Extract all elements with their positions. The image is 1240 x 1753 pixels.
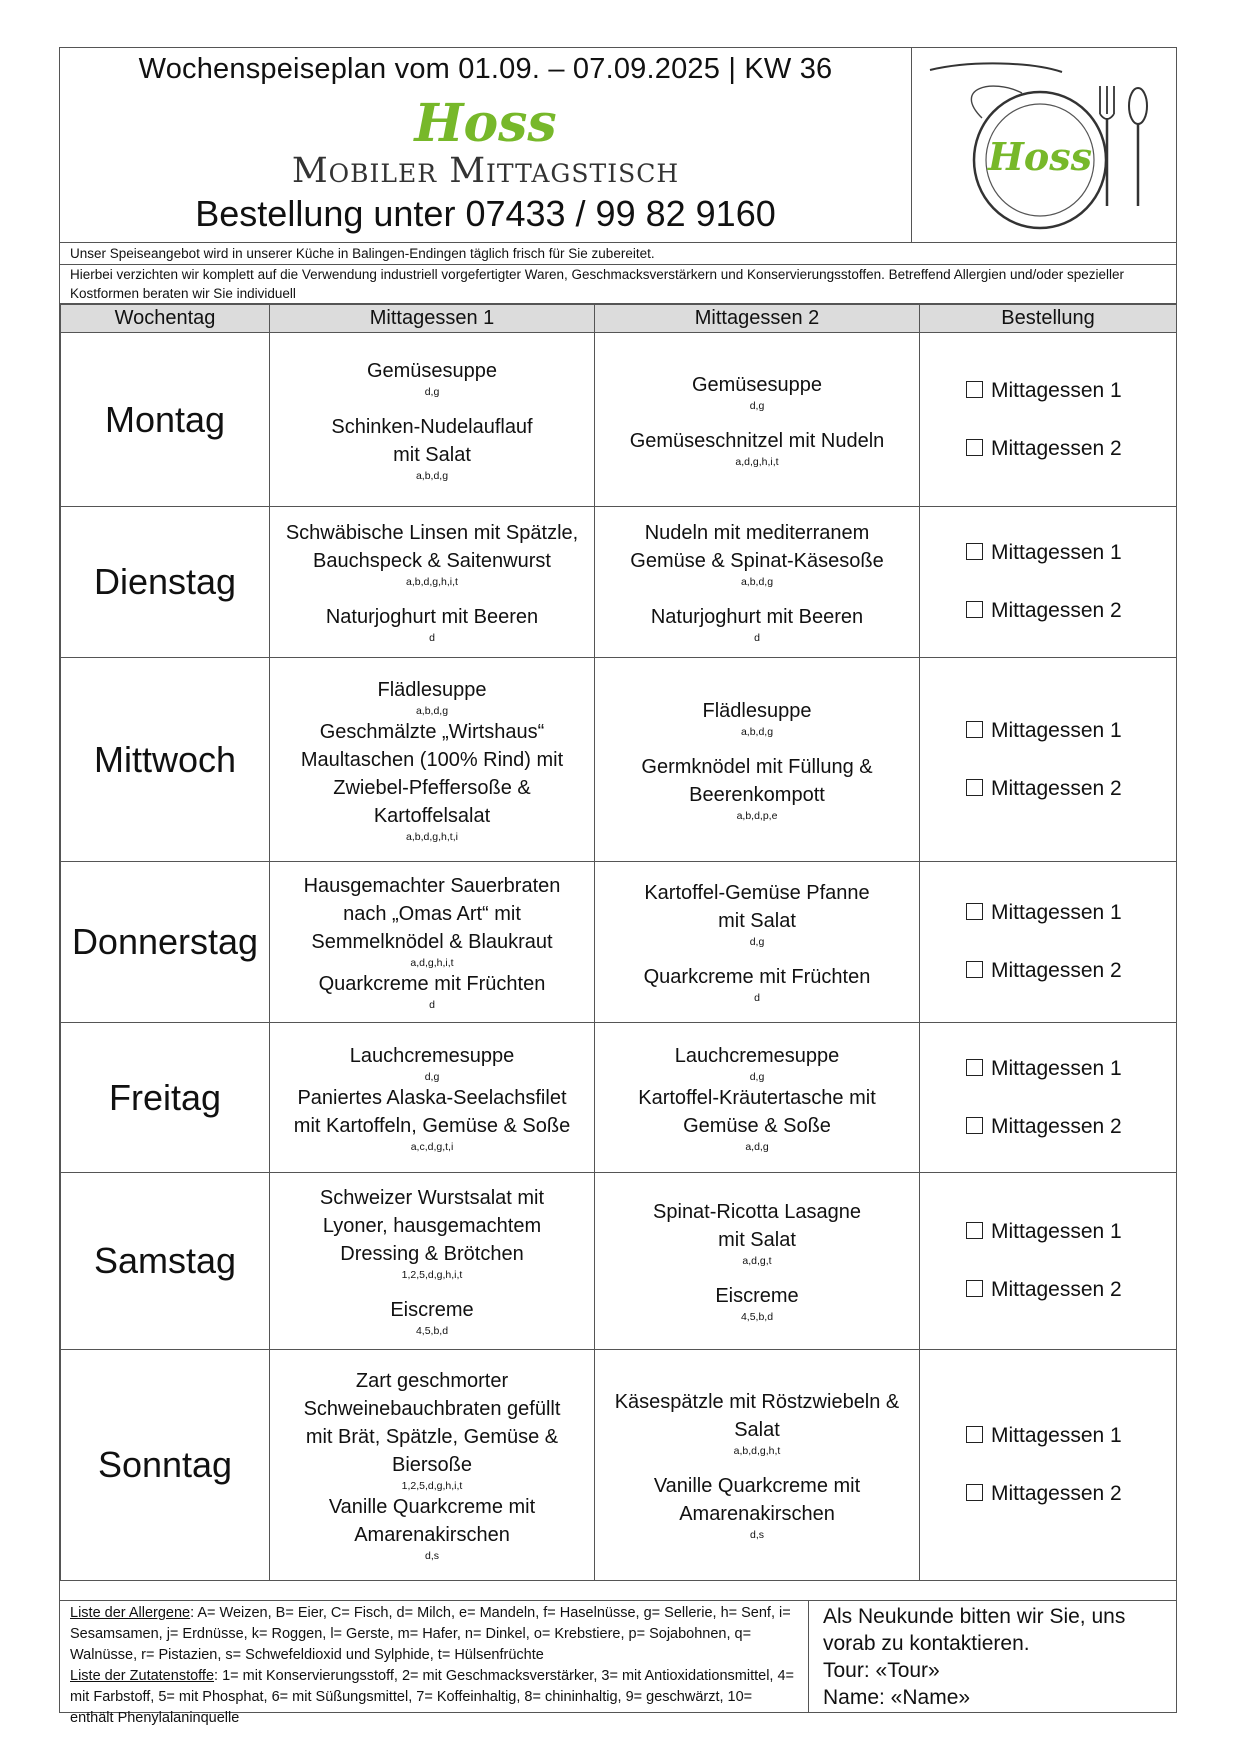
allergen-codes: a,b,d,g [415,469,449,482]
order-option-label: Mittagessen 2 [991,959,1122,982]
spacer [601,413,913,427]
table-row [61,507,1177,658]
order-option-label: Mittagessen 1 [991,541,1122,564]
lunch-2-cell [595,862,920,1023]
order-option-label: Mittagessen 2 [991,776,1122,800]
checkbox-icon[interactable] [966,1426,983,1443]
menu-table [60,304,1177,1581]
col-header-lunch-2: Mittagessen 2 [595,305,920,333]
order-option[interactable] [966,1203,1170,1261]
allergen-codes: 4,5,b,d [415,1325,449,1337]
order-option[interactable] [966,524,1170,582]
order-option-label: Mittagessen 1 [991,901,1122,924]
lunch-2-cell [595,333,920,507]
allergen-codes: a,b,d,g,h,i,t [406,576,458,588]
lunch-2-cell [595,507,920,658]
header [60,48,1176,243]
dish-name: Eiscreme [390,1299,474,1321]
lunch-1-cell [270,1350,595,1581]
name-field: Name: «Name» [823,1686,971,1709]
dish-name: Flädlesuppe [377,678,487,701]
dish-name: Spinat-Ricotta Lasagne mit Salat [653,1201,861,1251]
tour-field: Tour: «Tour» [823,1659,940,1682]
legend [60,1601,809,1726]
weekday-cell: Sonntag [61,1350,270,1581]
dish-name: Lauchcremesuppe [349,1044,515,1067]
dish-name: Zart geschmorter Schweinebauchbraten gefüllt mit Brät, Spätzle, Gemüse & Biersoße [303,1370,561,1476]
allergen-codes: d,s [749,1529,764,1541]
allergen-codes: d,g [749,399,765,412]
order-option-label: Mittagessen 1 [991,1220,1122,1243]
dish-name: Flädlesuppe [702,699,812,722]
logo-text: Hoss [987,134,1093,179]
menu-sheet [59,47,1177,1726]
order-option[interactable] [966,1261,1170,1319]
allergen-codes: a,b,d,g [740,576,774,588]
col-header-weekday: Wochentag [61,305,270,333]
checkbox-icon[interactable] [966,1280,983,1297]
table-header-row [61,305,1177,333]
checkbox-icon[interactable] [966,381,983,398]
dish-name: Nudeln mit mediterranem Gemüse & Spinat-Käsesoße [630,522,884,572]
allergen-list: : A= Weizen, B= Eier, C= Fisch, d= Milch, e= Mandeln, f= Haselnüsse, g= Sellerie, h= Senf, i= Sesamsamen, j= Erdnüsse, k= Roggen, l= Gerste, m= Hafer, n= Dinkel, o= Krebstiere, p= Sojabohnen, q= Walnüsse, r= Pistazien, s= Schwefeldioxid und Sylphide, t= Hülsenfrüchte [70,1605,791,1663]
table-row [61,658,1177,862]
col-header-lunch-1: Mittagessen 1 [270,305,595,333]
spacer [276,589,588,603]
lunch-2-cell [595,1023,920,1173]
dish-name: Germknödel mit Füllung & Beerenkompott [641,755,873,806]
page-title: Wochenspeiseplan vom 01.09. – 07.09.2025 | KW 36 [138,53,833,85]
weekday-cell: Freitag [61,1023,270,1173]
order-option[interactable] [966,1407,1170,1465]
allergen-codes: d [429,632,435,644]
allergen-codes: d [429,999,435,1011]
order-option[interactable] [966,1098,1170,1156]
dish-name: Eiscreme [715,1285,799,1307]
customer-info [811,1601,1176,1713]
allergen-codes: d [754,992,760,1004]
brand-name: Hoss [414,93,557,154]
lunch-1-cell [270,1173,595,1350]
lunch-2-cell [595,1173,920,1350]
footer [60,1600,1176,1726]
order-option[interactable] [966,420,1170,478]
lunch-1-cell [270,1023,595,1173]
checkbox-icon[interactable] [966,903,983,920]
dish-name: Gemüsesuppe [691,373,823,396]
dish-name: Lauchcremesuppe [674,1044,840,1067]
order-option-label: Mittagessen 2 [991,1482,1122,1505]
order-option-label: Mittagessen 1 [991,1424,1122,1447]
plate-fork-spoon-icon [912,48,1176,242]
order-option[interactable] [966,760,1170,818]
spacer [601,949,913,963]
order-cell [920,1173,1177,1350]
order-option[interactable] [966,582,1170,640]
additive-heading: Liste der Zutatenstoffe [70,1668,215,1684]
new-customer-note: Als Neukunde bitten wir Sie, uns vorab zu kontaktieren. [823,1605,1126,1655]
checkbox-icon[interactable] [966,439,983,456]
header-left [60,48,912,242]
lunch-1-cell [270,658,595,862]
checkbox-icon[interactable] [966,601,983,618]
spacer [601,1458,913,1472]
lunch-2-cell [595,658,920,862]
allergen-codes: a,d,g,h,i,t [735,455,779,468]
order-option[interactable] [966,942,1170,1000]
order-option-label: Mittagessen 2 [991,1278,1122,1301]
weekday-cell: Dienstag [61,507,270,658]
dish-name: Schweizer Wurstsalat mit Lyoner, hausgemachtem Dressing & Brötchen [319,1187,545,1265]
order-option[interactable] [966,1040,1170,1098]
checkbox-icon[interactable] [966,961,983,978]
dish-name: Gemüseschnitzel mit Nudeln [629,429,885,452]
order-option-label: Mittagessen 1 [991,378,1122,402]
order-option-label: Mittagessen 1 [991,1056,1122,1080]
dish-name: Hausgemachter Sauerbraten nach „Omas Art“ mit Semmelknödel & Blaukraut [303,875,561,953]
spacer [601,1268,913,1282]
order-cell [920,862,1177,1023]
spacer [601,739,913,753]
table-row [61,333,1177,507]
table-row [61,862,1177,1023]
table-row [61,1023,1177,1173]
dish-name: Schwäbische Linsen mit Spätzle, Bauchspeck & Saitenwurst [285,522,579,572]
allergen-codes: d,s [424,1550,439,1562]
col-header-order: Bestellung [920,305,1177,333]
order-cell [920,1350,1177,1581]
order-option[interactable] [966,1465,1170,1523]
checkbox-icon[interactable] [966,1059,983,1076]
dish-name: Quarkcreme mit Früchten [643,966,871,988]
allergen-codes: a,d,g,t [742,1255,772,1267]
lunch-1-cell [270,507,595,658]
table-row [61,1350,1177,1581]
order-option[interactable] [966,702,1170,760]
allergen-codes: d,g [424,1070,440,1083]
dish-name: Vanille Quarkcreme mit Amarenakirschen [653,1475,861,1525]
order-cell [920,1023,1177,1173]
allergen-heading: Liste der Allergene [70,1605,191,1621]
allergen-codes: a,b,d,g [740,725,774,738]
allergen-codes: d [754,632,760,644]
allergen-codes: a,d,g [745,1140,769,1153]
lunch-1-cell [270,333,595,507]
allergen-codes: a,b,d,g,h,t,i [406,830,458,843]
additive-list: : 1= mit Konservierungsstoff, 2= mit Geschmacksverstärker, 3= mit Antioxidationsmittel, 4= mit Farbstoff, 5= mit Phosphat, 6= mit Süßungsmittel, 7= Koffeinhaltig, 8= chininhaltig, 9= geschwärzt, 10= enthält Phenylalaninquelle [70,1668,795,1726]
allergen-codes: a,c,d,g,t,i [410,1140,454,1153]
spacer [276,399,588,413]
allergen-codes: a,b,d,p,e [736,809,778,822]
dish-name: Kartoffel-Kräutertasche mit Gemüse & Soße [638,1086,876,1137]
order-phone: Bestellung unter 07433 / 99 82 9160 [195,193,776,234]
intro-text [60,243,1176,304]
allergen-codes: d,g [749,1070,765,1083]
dish-name: Naturjoghurt mit Beeren [650,606,864,628]
weekday-cell: Donnerstag [61,862,270,1023]
order-option[interactable] [966,884,1170,942]
checkbox-icon[interactable] [966,1222,983,1239]
order-option-label: Mittagessen 2 [991,599,1122,622]
dish-name: Paniertes Alaska-Seelachsfilet mit Kartoffeln, Gemüse & Soße [293,1086,571,1137]
lunch-1-cell [270,862,595,1023]
order-option-label: Mittagessen 1 [991,718,1122,742]
dish-name: Käsespätzle mit Röstzwiebeln & Salat [614,1391,900,1441]
order-cell [920,658,1177,862]
weekday-cell: Montag [61,333,270,507]
checkbox-icon[interactable] [966,1117,983,1134]
dish-name: Vanille Quarkcreme mit Amarenakirschen [328,1496,536,1546]
allergen-codes: a,d,g,h,i,t [410,957,454,969]
allergen-codes: a,b,d,g [415,704,449,717]
dish-name: Gemüsesuppe [366,359,498,382]
order-cell [920,333,1177,507]
table-row [61,1173,1177,1350]
allergen-codes: d,g [749,936,765,948]
dish-name: Quarkcreme mit Früchten [318,973,546,995]
weekday-cell: Samstag [61,1173,270,1350]
brand-subtitle: Mobiler Mittagstisch [291,151,680,191]
lunch-2-cell [595,1350,920,1581]
checkbox-icon[interactable] [966,721,983,738]
allergen-codes: 1,2,5,d,g,h,i,t [401,1480,463,1492]
allergen-codes: 4,5,b,d [740,1311,774,1323]
order-option-label: Mittagessen 2 [991,436,1122,460]
order-option-label: Mittagessen 2 [991,1114,1122,1138]
intro-line-2: Hierbei verzichten wir komplett auf die Verwendung industriell vorgefertigter Waren, Geschmacksverstärkern und Konservierungsstoffen. Betreffend Allergien und/oder spezieller Kostformen beraten wir Sie individuell [60,265,1176,304]
spacer [276,1282,588,1296]
allergen-codes: d,g [424,385,440,398]
order-cell [920,507,1177,658]
weekday-cell: Mittwoch [61,658,270,862]
dish-name: Kartoffel-Gemüse Pfanne mit Salat [644,882,870,932]
dish-name: Schinken-Nudelauflauf mit Salat [331,415,533,466]
dish-name: Naturjoghurt mit Beeren [325,606,539,628]
checkbox-icon[interactable] [966,779,983,796]
allergen-codes: 1,2,5,d,g,h,i,t [401,1269,463,1281]
intro-line-1: Unser Speiseangebot wird in unserer Küche in Balingen-Endingen täglich frisch für Sie zubereitet. [60,243,1176,265]
allergen-codes: a,b,d,g,h,t [733,1445,781,1457]
checkbox-icon[interactable] [966,1484,983,1501]
order-option[interactable] [966,362,1170,420]
spacer [601,589,913,603]
dish-name: Geschmälzte „Wirtshaus“ Maultaschen (100% Rind) mit Zwiebel-Pfeffersoße & Kartoffelsalat [300,720,564,827]
checkbox-icon[interactable] [966,543,983,560]
